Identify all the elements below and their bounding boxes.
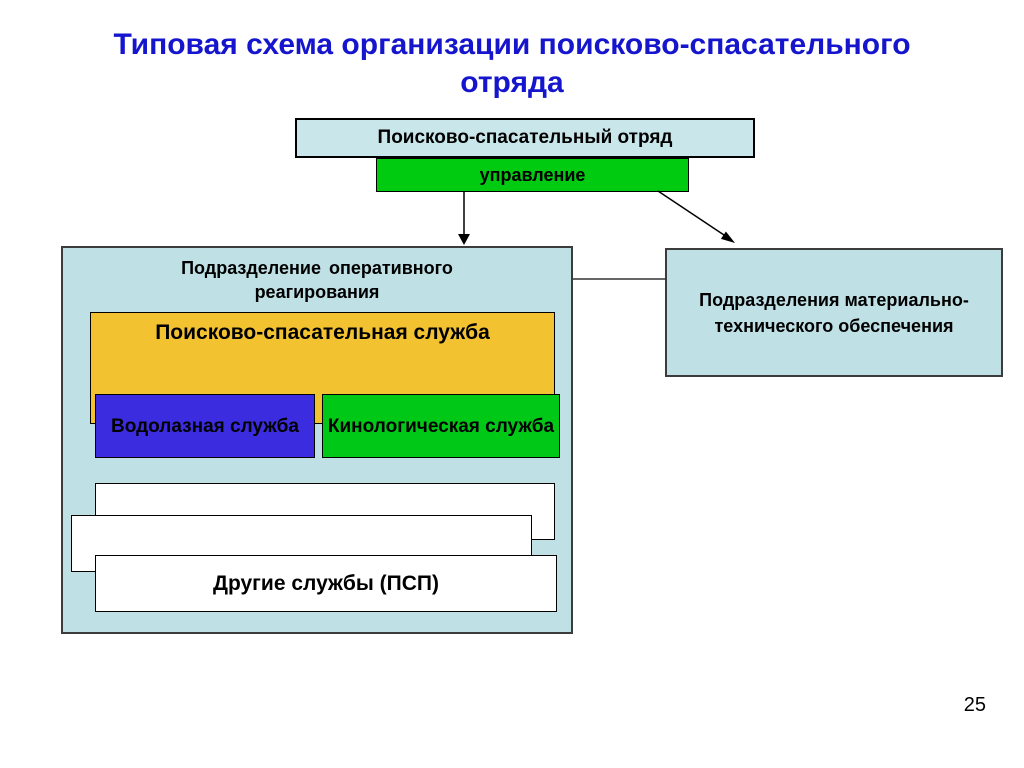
- arrowhead-diagonal-icon: [721, 232, 735, 244]
- diagram-node-operational-response-unit: [61, 246, 573, 634]
- operational-unit-label: [63, 256, 571, 304]
- canine-service-label: Кинологическая служба: [327, 415, 555, 437]
- diagram-node-other-services: [95, 555, 557, 612]
- diagram-node-search-rescue-detachment: Поисково-спасательный отряд: [295, 118, 755, 158]
- diagram-node-canine-service: [322, 394, 560, 458]
- other-services-label: Другие службы (ПСП): [212, 571, 439, 595]
- arrow-management-to-logistics: [658, 191, 727, 237]
- diving-service-label: Водолазная служба: [111, 415, 299, 437]
- arrowhead-down-icon: [458, 234, 470, 245]
- diagram-node-logistics-unit: [665, 248, 1003, 377]
- slide-title: Типовая схема организации поисково-спасательного отряда: [113, 28, 911, 99]
- diagram-node-management: управление: [376, 158, 689, 192]
- page-number: 25: [963, 694, 986, 716]
- logistics-unit-label: Подразделения материально-технического обеспечения: [699, 289, 969, 336]
- diagram-node-search-rescue-service: Поисково-спасательная служба: [90, 312, 555, 424]
- operational-unit-label-text: Подразделение оперативного реагирования: [181, 258, 453, 302]
- diagram-node-diving-service: [95, 394, 315, 458]
